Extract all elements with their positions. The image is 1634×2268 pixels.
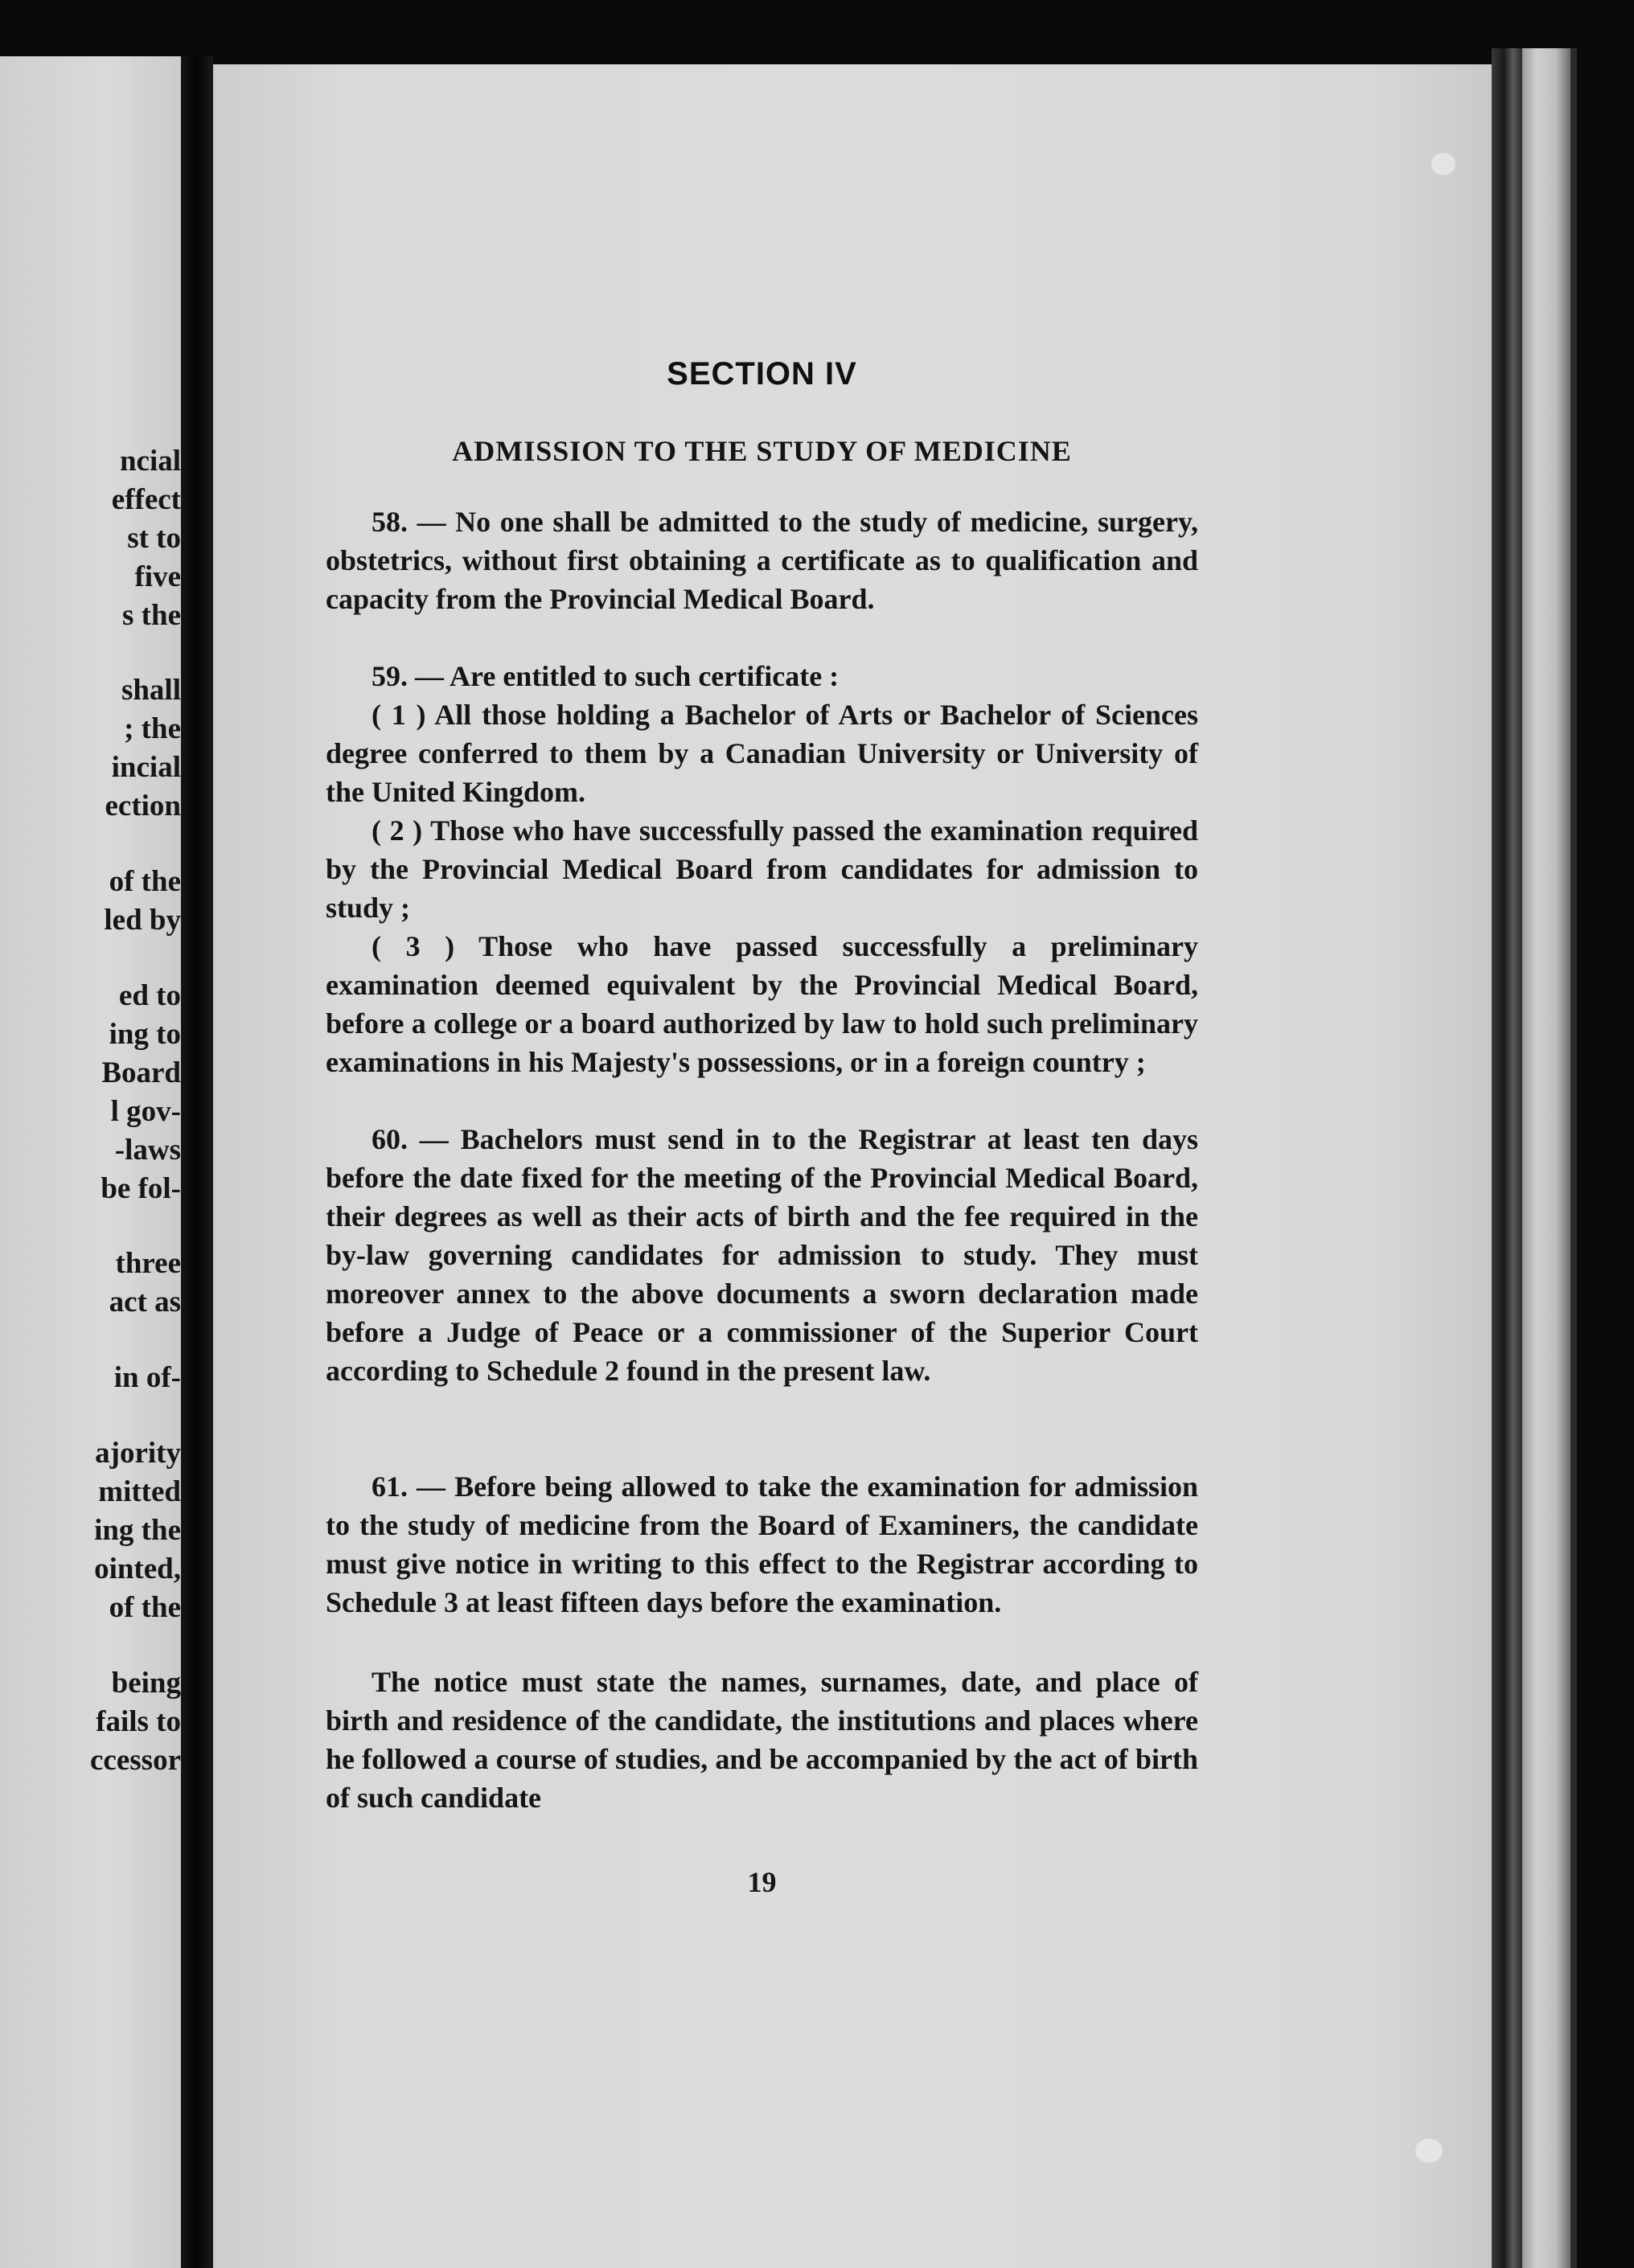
article-59-clause-2: ( 2 ) Those who have successfully passed the examination required by the Provincial Medical Board from candidates for admission to study ; xyxy=(326,814,1198,924)
left-page-line: ncial xyxy=(119,445,181,478)
left-page-line: ing the xyxy=(94,1514,181,1547)
article-58-paragraph: 58. — No one shall be admitted to the study of medicine, surgery, obstetrics, without first obtaining a certificate as to qualification and capacity from the Provincial Medical Board. xyxy=(326,506,1198,615)
left-facing-page xyxy=(0,56,181,2268)
left-page-line: ed to xyxy=(118,979,181,1012)
article-59-clause-1: ( 1 ) All those holding a Bachelor of Arts or Bachelor of Sciences degree conferred to them by a Canadian University or University of the United Kingdom. xyxy=(326,699,1198,808)
notice-paragraph: The notice must state the names, surnames, date, and place of birth and residence of the candidate, the institutions and places where he followed a course of studies, and be accompanied by the act of birth of such candidate xyxy=(326,1666,1198,1814)
book-gutter xyxy=(181,56,213,2268)
left-page-line: ; the xyxy=(124,712,181,745)
page-number: 19 xyxy=(747,1866,777,1898)
left-page-line: ection xyxy=(105,789,181,822)
left-page-line: ointed, xyxy=(94,1552,181,1585)
left-page-line: fails to xyxy=(96,1705,181,1738)
left-page-line: effect xyxy=(111,483,181,516)
article-61-paragraph: 61. — Before being allowed to take the examination for admission to the study of medicine from the Board of Examiners, the candidate must give notice in writing to this effect to the Registrar according to Schedule 3 at least fifteen days before the examination. xyxy=(326,1470,1198,1618)
left-page-line: of the xyxy=(109,1591,181,1624)
left-page-line: mitted xyxy=(98,1475,181,1508)
scan-speck xyxy=(1415,2139,1443,2163)
scan-speck xyxy=(1431,153,1455,175)
left-page-line: shall xyxy=(121,674,181,707)
section-subtitle: ADMISSION TO THE STUDY OF MEDICINE xyxy=(452,435,1072,467)
left-page-line: incial xyxy=(111,751,181,784)
left-page-line: being xyxy=(111,1667,181,1700)
left-page-line: five xyxy=(134,560,181,593)
left-page-line: of the xyxy=(109,865,181,898)
left-page-line: -laws xyxy=(114,1134,181,1167)
left-page-line: s the xyxy=(122,599,181,632)
left-page-line: be fol- xyxy=(101,1172,181,1205)
left-page-line: act as xyxy=(109,1286,181,1319)
article-60-paragraph: 60. — Bachelors must send in to the Registrar at least ten days before the date fixed for the meeting of the Provincial Medical Board, their degrees as well as their acts of birth and the fee required in the by-law governing candidates for admission to study. They must moreover annex to the above documents a sworn declaration made before a Judge of Peace or a commissioner of the Superior Court according to Schedule 2 found in the present law. xyxy=(326,1123,1198,1387)
section-heading: SECTION IV xyxy=(667,356,857,392)
page-edge-shadow xyxy=(1492,48,1522,2268)
page-edge-stack xyxy=(1522,48,1570,2268)
left-page-line: led by xyxy=(104,904,181,937)
left-page-line: st to xyxy=(127,522,181,555)
left-page-line: ing to xyxy=(109,1018,181,1051)
left-page-line: l gov- xyxy=(110,1095,181,1128)
article-59-paragraph: 59. — Are entitled to such certificate : xyxy=(372,660,840,692)
left-page-line: ajority xyxy=(95,1437,181,1470)
left-page-line: ccessor xyxy=(90,1744,181,1777)
left-page-line: in of- xyxy=(113,1361,181,1394)
left-page-line: Board xyxy=(101,1056,181,1089)
left-page-line: three xyxy=(115,1247,181,1280)
article-59-clause-3: ( 3 ) Those who have passed successfully a preliminary examination deemed equivalent by the Provincial Medical Board, before a college or a board authorized by law to hold such preliminary examinations in his Majesty's possessions, or in a foreign country ; xyxy=(326,930,1198,1078)
page-edge-line xyxy=(1570,48,1577,2268)
